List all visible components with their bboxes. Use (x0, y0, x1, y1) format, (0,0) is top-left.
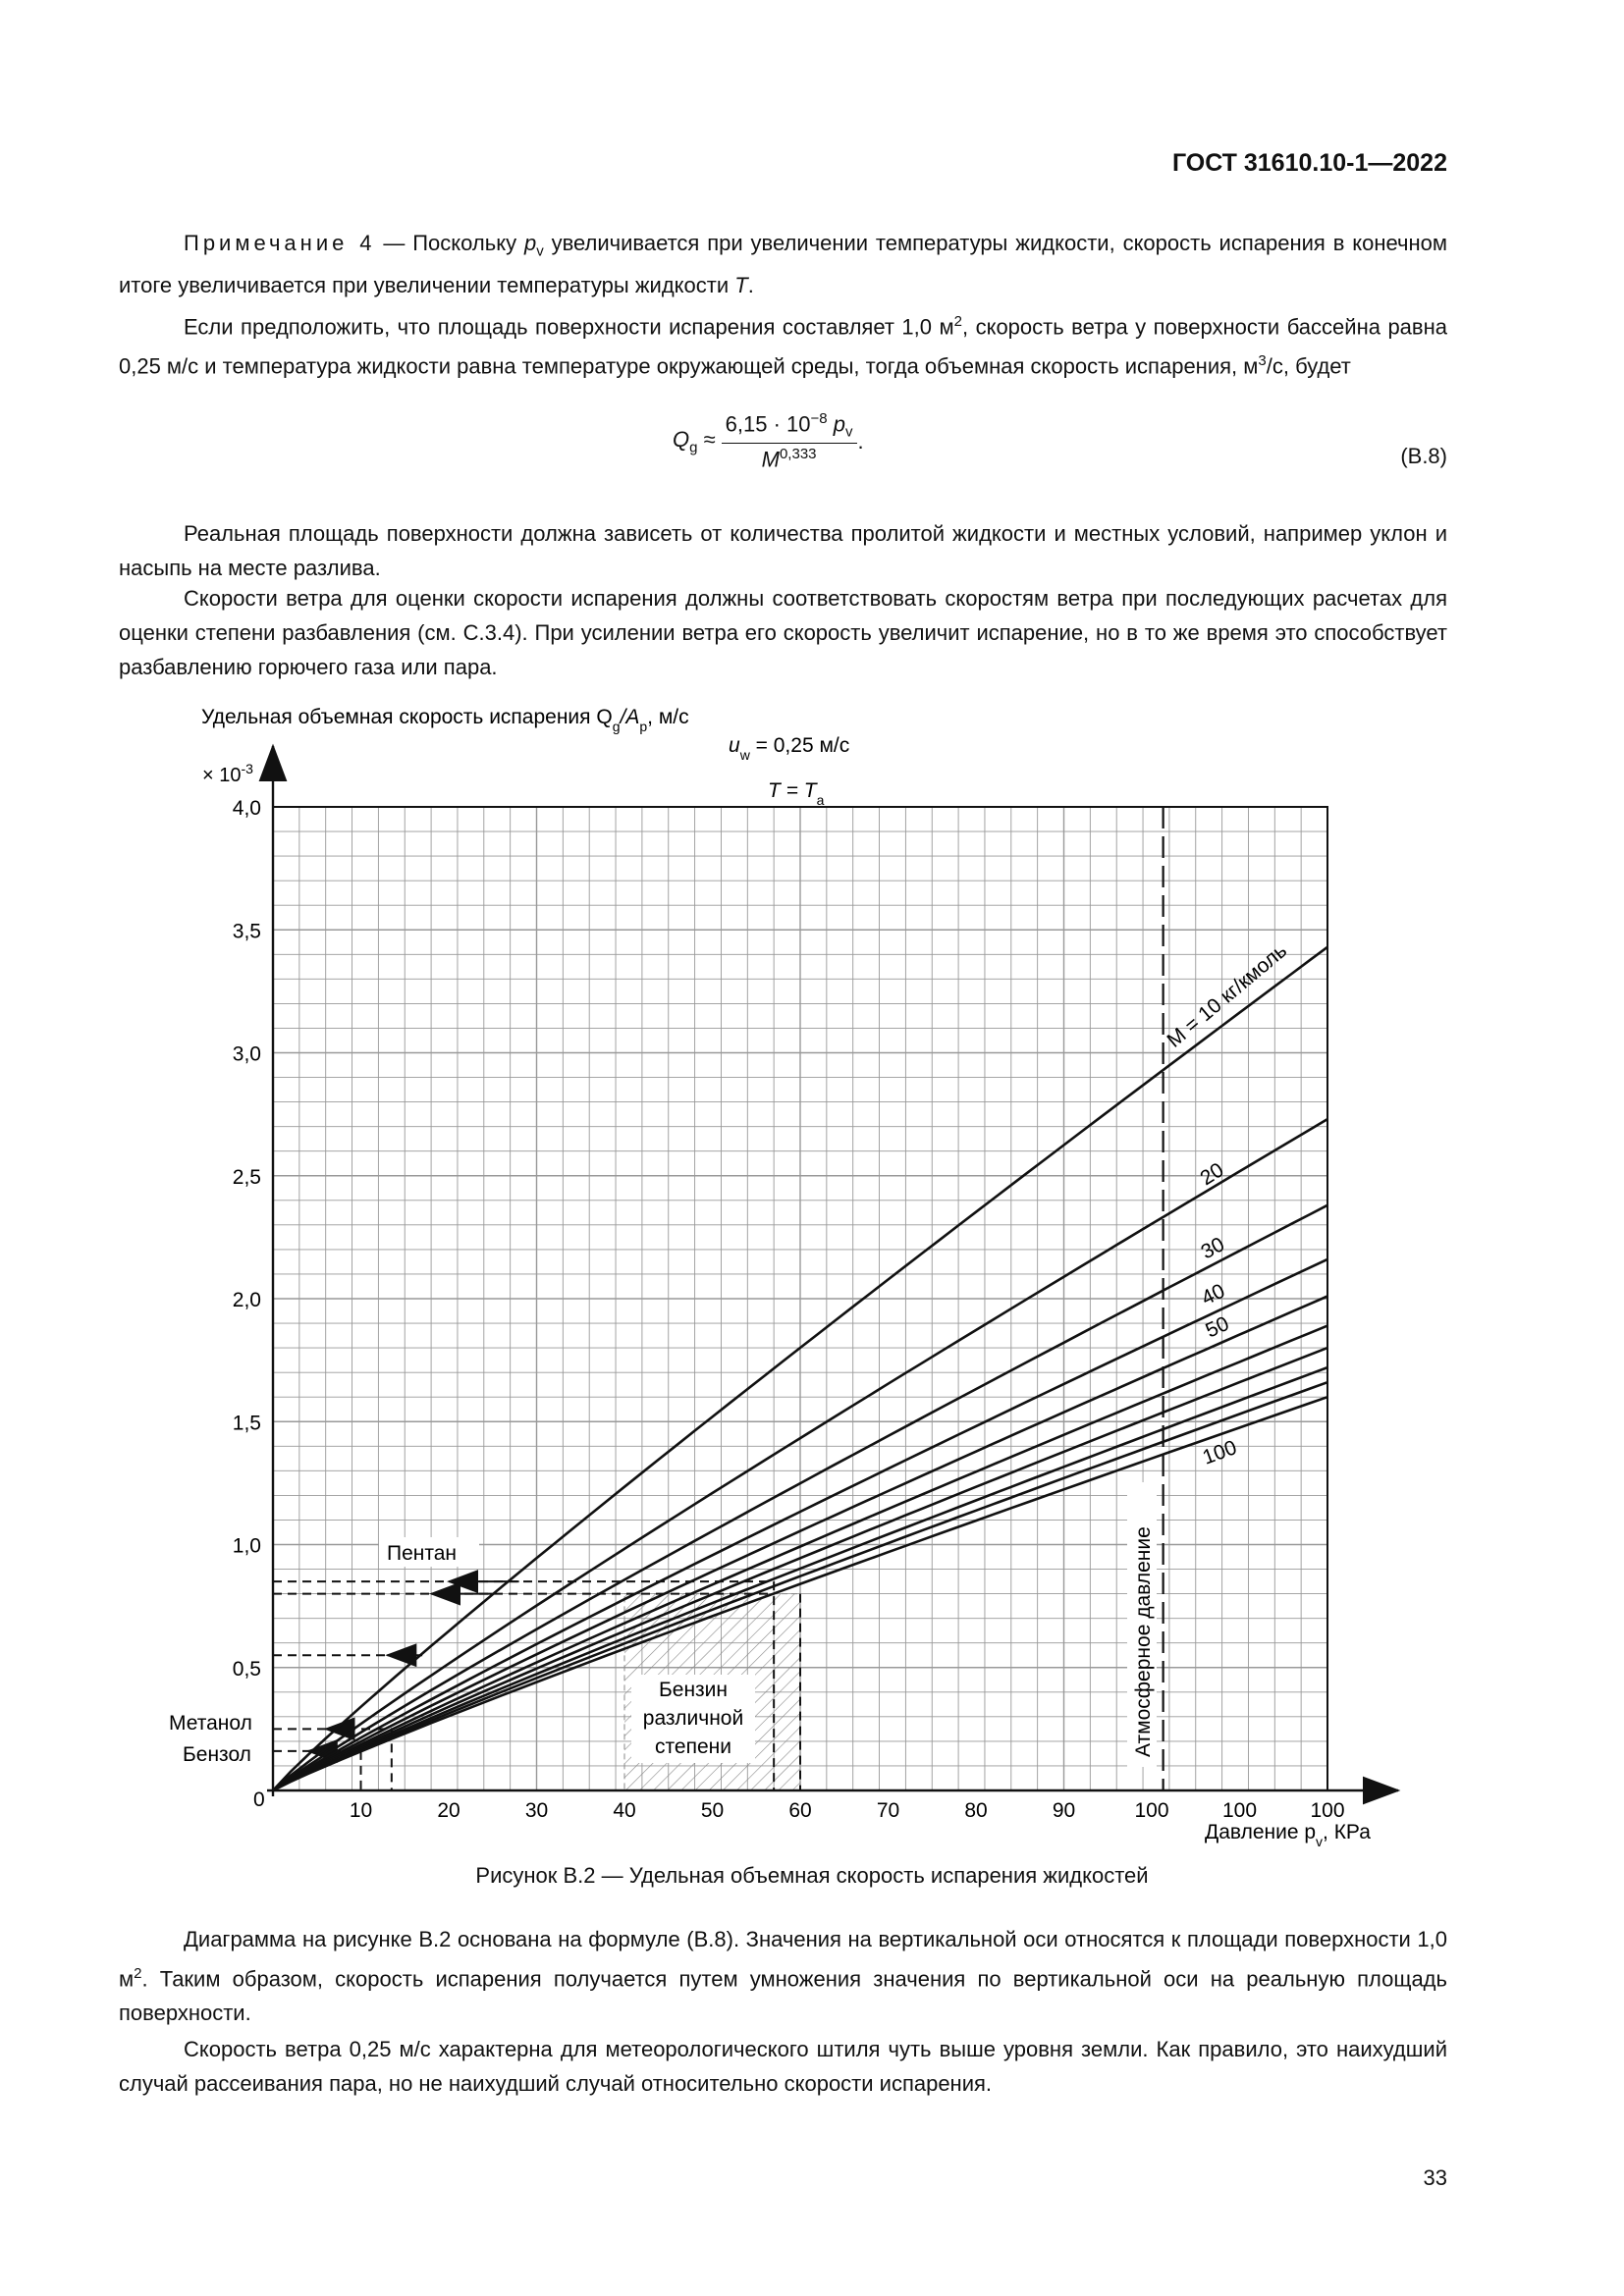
x-tick-label: 70 (876, 1799, 900, 1822)
y-tick-label: 1,5 (232, 1412, 261, 1435)
formula-approx: ≈ (703, 427, 716, 453)
series-label-100: 100 (1199, 1436, 1240, 1469)
chart-axes (267, 746, 1398, 1796)
para1-b: , скорость ветра у поверхности бассейна равна 0,25 м/с и температура жидкости равна температуре окружающей среды, тогда объемная скорость испарения, м (119, 314, 1447, 379)
chart-title: Удельная объемная скорость испарения $Q_g/A_p$, м/с (201, 706, 689, 734)
formula-number: (B.8) (1400, 444, 1447, 468)
x-tick-label: 60 (788, 1799, 812, 1822)
x-tick-label: 80 (964, 1799, 988, 1822)
x-tick-label: 90 (1052, 1799, 1076, 1822)
x-tick-label: 50 (700, 1799, 725, 1822)
paragraph-3: Скорости ветра для оценки скорости испарения должны соответствовать скоростям ветра при последующих расчетах для оценки степени разбавления (см. C.3.4). При усилении ветра его скорость увеличит испарение, но в то же время это способствует разбавлению горючего газа или пара. (119, 586, 1447, 679)
formula-lhs: Q (673, 427, 690, 453)
para4-a: Диаграмма на рисунке B.2 основана на формуле (B.8). Значения на вертикальной оси относятся к площади поверхности 1,0 м (119, 1927, 1447, 1992)
label-gasoline-3: степени (655, 1735, 731, 1758)
y-tick-label: 2,0 (232, 1289, 261, 1311)
y-tick-label: 0 (253, 1789, 265, 1811)
series-label-40: 40 (1198, 1279, 1229, 1310)
chart-temp-condition: $T = T_a$ (768, 779, 825, 808)
y-tick-label: 0,5 (232, 1657, 261, 1681)
label-gasoline-2: различной (642, 1707, 744, 1730)
x-tick-label: 40 (613, 1799, 636, 1822)
label-benzol: Бензол (183, 1743, 251, 1766)
figure-caption: Рисунок B.2 — Удельная объемная скорость испарения жидкостей (475, 1863, 1149, 1888)
para4-sup: 2 (134, 1965, 142, 1982)
x-tick-label: 10 (349, 1799, 373, 1822)
series-label-30: 30 (1197, 1233, 1228, 1264)
document-header: ГОСТ 31610.10-1—2022 (1171, 149, 1447, 177)
note-text-a: — Поскольку (375, 231, 524, 255)
formula-dot: . (857, 429, 864, 454)
paragraph-5: Скорость ветра 0,25 м/с характерна для метеорологического штиля чуть выше уровня земли. Как правило, это наихудший случай рассеивания пара, но не наихудший случай относительно скорости испарения. (119, 2037, 1447, 2096)
para1-a: Если предположить, что площадь поверхности испарения составляет 1,0 м (184, 314, 954, 340)
note-end: . (747, 273, 754, 298)
para1-c: /с, будет (1266, 353, 1351, 379)
note-pv: p (523, 231, 537, 255)
series-label-50: 50 (1202, 1311, 1233, 1343)
y-multiplier: × $10^{-3}$ (202, 761, 253, 786)
series-label-m10: M = 10 кг/кмоль (1163, 938, 1292, 1052)
chart-wind-condition: $u_w = 0,25$ м/с (729, 734, 850, 763)
note-T: T (734, 273, 748, 298)
formula-num-sup: −8 (810, 410, 828, 427)
y-tick-label: 2,5 (232, 1165, 261, 1189)
y-tick-label: 3,5 (232, 920, 261, 943)
atm-pressure-label: Атмосферное давление (1132, 1526, 1155, 1757)
formula-num-p-sub: v (845, 423, 853, 441)
x-tick-label: 100 (1134, 1799, 1169, 1822)
para1-sup1: 2 (953, 313, 962, 330)
x-tick-label: 100 (1221, 1799, 1258, 1822)
x-tick-label: 100 (1310, 1799, 1345, 1822)
paragraph-2: Реальная площадь поверхности должна зависеть от количества пролитой жидкости и местных условий, например уклон и насыпь на месте разлива. (119, 521, 1447, 580)
series-label-20: 20 (1196, 1158, 1228, 1191)
page-number: 33 (1423, 2165, 1447, 2190)
formula-num-p: p (833, 411, 845, 437)
paragraph-4 (119, 1922, 1447, 2030)
formula-den-sup: 0,333 (779, 445, 817, 462)
label-gasoline-1: Бензин (658, 1679, 729, 1701)
note-pv-sub: v (536, 242, 544, 260)
x-tick-label: 20 (437, 1799, 460, 1822)
para4-b: . Таким образом, скорость испарения получается путем умножения значения по вертикальной оси на реальную площадь поверхности. (119, 1966, 1447, 2026)
y-tick-label: 3,0 (232, 1042, 261, 1066)
x-tick-label: 30 (524, 1799, 549, 1822)
note-text-b: увеличивается при увеличении температуры жидкости, скорость испарения в конечном итоге увеличивается при увеличении температуры жидкости (119, 231, 1448, 298)
formula-lhs-sub: g (689, 439, 698, 456)
formula-numerator: 6,15 · 10 (725, 411, 811, 437)
para1-sup2: 3 (1258, 352, 1267, 370)
x-axis-label: Давление $p_v$, КРа (1205, 1821, 1371, 1849)
note-prefix: Примечание 4 (184, 231, 376, 255)
label-pentan: Пентан (387, 1542, 458, 1565)
y-tick-label: 1,0 (232, 1534, 261, 1558)
y-tick-label: 4,0 (232, 797, 261, 820)
formula-denominator: M (761, 447, 780, 472)
label-methanol: Метанол (169, 1712, 252, 1735)
